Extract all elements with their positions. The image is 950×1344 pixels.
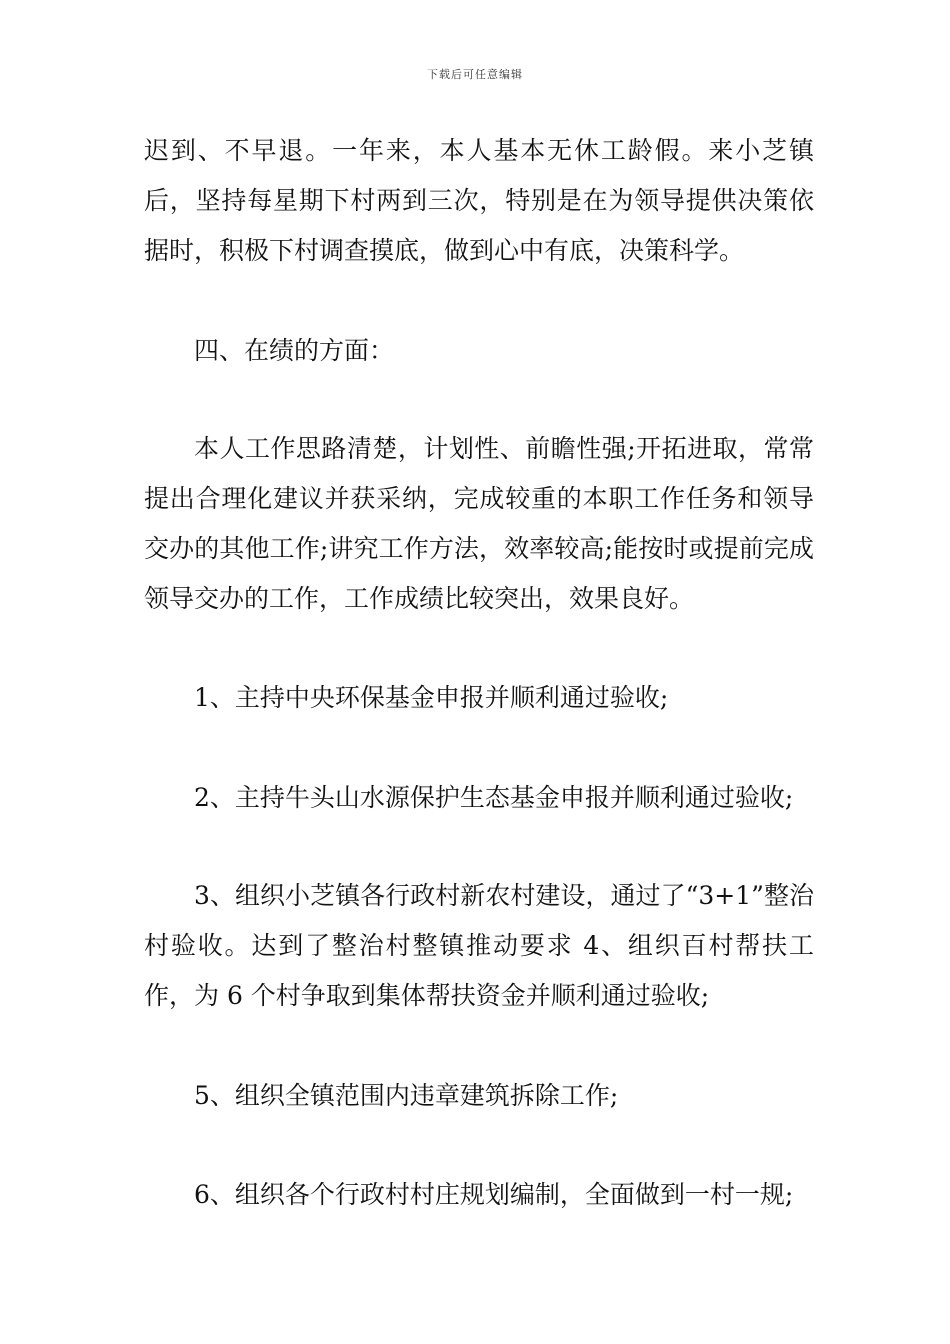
list-item-3-4: 3、组织小芝镇各行政村新农村建设，通过了“3+1”整治村验收。达到了整治村整镇推动要求 4、组织百村帮扶工作，为 6 个村争取到集体帮扶资金并顺利通过验收; [144,881,814,1010]
paragraph-attendance: 迟到、不早退。一年来，本人基本无休工龄假。来小芝镇后，坚持每星期下村两到三次，特别是在为领导提供决策依据时，积极下村调查摸底，做到心中有底，决策科学。 [144,136,814,265]
list-item-6: 6、组织各个行政村村庄规划编制，全面做到一村一规; [194,1180,794,1209]
paragraph-work-summary: 本人工作思路清楚，计划性、前瞻性强;开拓进取，常常提出合理化建议并获采纳，完成较重的本职工作任务和领导交办的其他工作;讲究工作方法，效率较高;能按时或提前完成领导交办的工作，工作成绩比较突出，效果良好。 [144,434,814,613]
list-item-1: 1、主持中央环保基金申报并顺利通过验收; [194,683,669,712]
list-item-2: 2、主持牛头山水源保护生态基金申报并顺利通过验收; [194,783,794,812]
list-item-5: 5、组织全镇范围内违章建筑拆除工作; [194,1081,619,1110]
section-heading-performance: 四、在绩的方面： [194,336,395,365]
page-header: 下载后可任意编辑 [427,68,523,81]
